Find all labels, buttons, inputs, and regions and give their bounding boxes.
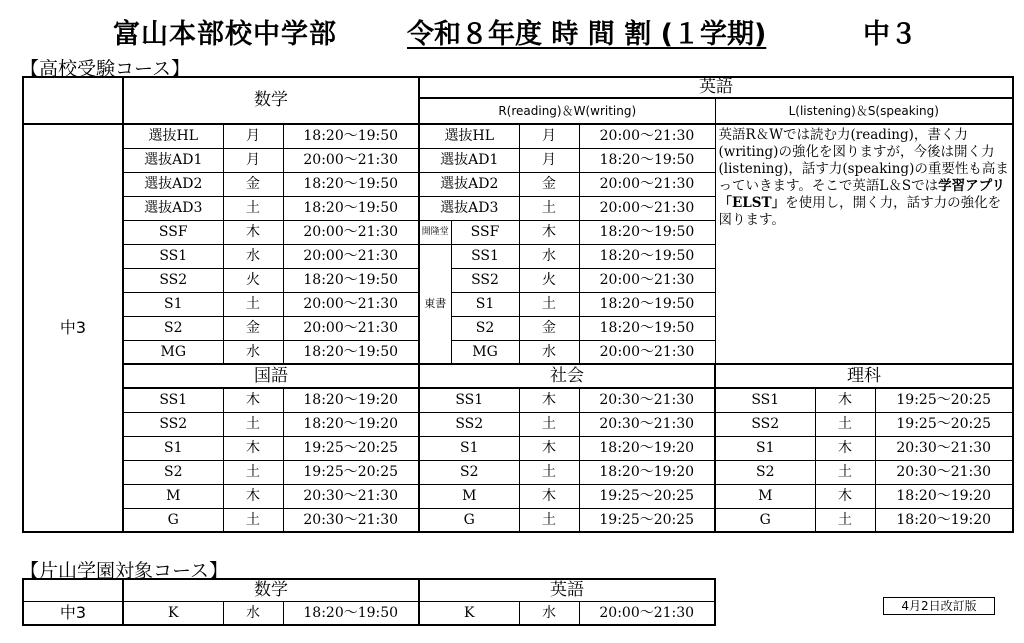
section-label-high-school: 【高校受験コース】 <box>20 58 191 80</box>
class-time: 20:00～21:30 <box>283 316 419 340</box>
class-name: S1 <box>451 292 519 316</box>
class-name: K <box>419 601 519 625</box>
class-time: 20:00～21:30 <box>283 148 419 172</box>
class-day: 土 <box>519 412 579 436</box>
class-day: 月 <box>223 148 283 172</box>
class-day: 月 <box>519 124 579 148</box>
subject-header-science: 理科 <box>715 364 1013 388</box>
class-name: S2 <box>123 460 223 484</box>
class-time: 19:25～20:25 <box>283 436 419 460</box>
corner-cell <box>23 77 123 124</box>
class-day: 木 <box>519 484 579 508</box>
class-day: 木 <box>815 388 875 412</box>
class-day: 土 <box>519 196 579 220</box>
class-time: 20:30～21:30 <box>283 508 419 532</box>
class-day: 火 <box>223 268 283 292</box>
class-time: 18:20～19:50 <box>579 148 715 172</box>
class-time: 18:20～19:20 <box>579 460 715 484</box>
subject-header-english: 英語 <box>419 579 715 601</box>
class-name: M <box>715 484 815 508</box>
class-time: 20:30～21:30 <box>283 484 419 508</box>
class-time: 20:30～21:30 <box>875 460 1013 484</box>
grade-cell: 中3 <box>23 601 123 625</box>
class-name: SSF <box>451 220 519 244</box>
class-name: S1 <box>123 436 223 460</box>
class-name: SS2 <box>419 412 519 436</box>
textbook-tag-tosho: 東書 <box>419 244 451 364</box>
class-time: 20:00～21:30 <box>283 244 419 268</box>
class-day: 金 <box>519 172 579 196</box>
table-row <box>23 508 1013 532</box>
subject-header-math: 数学 <box>123 77 419 124</box>
subject-header-english-ls: L(listening)＆S(speaking) <box>715 98 1013 124</box>
class-time: 18:20～19:50 <box>579 244 715 268</box>
class-day: 木 <box>815 436 875 460</box>
class-day: 木 <box>519 436 579 460</box>
class-name: SSF <box>123 220 223 244</box>
class-name: SS1 <box>715 388 815 412</box>
class-day: 土 <box>223 412 283 436</box>
class-name: 選抜AD3 <box>123 196 223 220</box>
textbook-tag-kairyudo: 開隆堂 <box>419 220 451 244</box>
class-time: 18:20～19:20 <box>875 484 1013 508</box>
class-day: 火 <box>519 268 579 292</box>
class-name: 選抜AD2 <box>419 172 519 196</box>
class-day: 水 <box>519 340 579 364</box>
class-day: 木 <box>223 220 283 244</box>
class-day: 木 <box>519 388 579 412</box>
section-label-katayama: 【片山学園対象コース】 <box>20 560 229 582</box>
class-day: 金 <box>223 172 283 196</box>
class-name: M <box>419 484 519 508</box>
class-day: 月 <box>519 148 579 172</box>
class-name: S1 <box>715 436 815 460</box>
class-time: 18:20～19:20 <box>283 412 419 436</box>
table-row <box>23 388 1013 412</box>
table-row <box>23 460 1013 484</box>
class-name: G <box>715 508 815 532</box>
table-row <box>23 484 1013 508</box>
class-time: 20:00～21:30 <box>579 601 715 625</box>
note-app-name: 学習アプリ「ELST」 <box>718 178 1006 211</box>
class-time: 19:25～20:25 <box>283 460 419 484</box>
subject-header-english-rw: R(reading)＆W(writing) <box>419 98 715 124</box>
class-day: 木 <box>223 484 283 508</box>
class-day: 水 <box>223 244 283 268</box>
class-name: MG <box>123 340 223 364</box>
class-name: 選抜HL <box>419 124 519 148</box>
corner-cell <box>23 579 123 601</box>
class-name: M <box>123 484 223 508</box>
class-time: 18:20～19:20 <box>579 436 715 460</box>
class-name: 選抜AD3 <box>419 196 519 220</box>
class-time: 18:20～19:50 <box>283 268 419 292</box>
class-time: 19:25～20:25 <box>579 508 715 532</box>
class-time: 18:20～19:50 <box>283 601 419 625</box>
class-day: 土 <box>223 196 283 220</box>
subject-header-english: 英語 <box>419 77 1013 98</box>
class-name: SS1 <box>123 388 223 412</box>
subject-header-social: 社会 <box>419 364 715 388</box>
term-title: 令和８年度 時 間 割 (１学期) <box>407 19 767 50</box>
table-row <box>23 412 1013 436</box>
timetable-katayama <box>22 578 716 626</box>
class-name: S2 <box>123 316 223 340</box>
class-day: 月 <box>223 124 283 148</box>
class-name: S2 <box>419 460 519 484</box>
table-row <box>23 124 1013 148</box>
class-day: 土 <box>815 460 875 484</box>
school-name: 富山本部校中学部 <box>113 19 337 50</box>
class-day: 水 <box>223 601 283 625</box>
timetable-high-school <box>22 76 1014 533</box>
class-name: S1 <box>123 292 223 316</box>
class-time: 20:00～21:30 <box>579 340 715 364</box>
class-time: 18:20～19:50 <box>283 124 419 148</box>
class-name: SS2 <box>123 412 223 436</box>
note-text: を使用し，開く力，話す力の強化を図ります。 <box>718 195 1002 228</box>
class-day: 土 <box>223 508 283 532</box>
class-time: 20:30～21:30 <box>579 412 715 436</box>
class-time: 19:25～20:25 <box>875 412 1013 436</box>
page-header <box>0 6 1024 50</box>
class-time: 18:20～19:20 <box>875 508 1013 532</box>
class-name: 選抜AD1 <box>123 148 223 172</box>
class-name: S2 <box>451 316 519 340</box>
class-day: 金 <box>519 316 579 340</box>
class-day: 水 <box>223 340 283 364</box>
class-day: 土 <box>815 508 875 532</box>
class-name: SS1 <box>451 244 519 268</box>
class-day: 木 <box>815 484 875 508</box>
class-time: 20:00～21:30 <box>579 124 715 148</box>
class-name: 選抜AD1 <box>419 148 519 172</box>
class-time: 18:20～19:20 <box>283 388 419 412</box>
class-name: SS2 <box>123 268 223 292</box>
note-text: 英語R＆Wでは読む力(reading)，書く力(writing)の強化を図りますが，今後は開く力(listening)，話す力(speaking)の重要性も高まっていきます。そこで英語L＆Sでは <box>718 127 1009 194</box>
class-name: SS2 <box>715 412 815 436</box>
table-row <box>23 436 1013 460</box>
class-name: G <box>123 508 223 532</box>
class-time: 18:20～19:50 <box>579 316 715 340</box>
class-day: 土 <box>519 460 579 484</box>
class-name: MG <box>451 340 519 364</box>
class-time: 20:00～21:30 <box>283 220 419 244</box>
class-time: 18:20～19:50 <box>283 172 419 196</box>
class-day: 土 <box>519 508 579 532</box>
class-name: 選抜HL <box>123 124 223 148</box>
class-name: G <box>419 508 519 532</box>
revision-note: 4月2日改訂版 <box>883 597 995 615</box>
class-day: 土 <box>519 292 579 316</box>
class-name: S2 <box>715 460 815 484</box>
class-time: 20:00～21:30 <box>283 292 419 316</box>
class-day: 水 <box>519 601 579 625</box>
class-time: 18:20～19:50 <box>579 292 715 316</box>
class-name: SS2 <box>451 268 519 292</box>
class-day: 土 <box>223 292 283 316</box>
subject-header-japanese: 国語 <box>123 364 419 388</box>
class-time: 18:20～19:50 <box>283 196 419 220</box>
class-name: S1 <box>419 436 519 460</box>
class-time: 20:30～21:30 <box>579 388 715 412</box>
class-name: SS1 <box>123 244 223 268</box>
class-day: 木 <box>519 220 579 244</box>
class-time: 18:20～19:50 <box>579 220 715 244</box>
class-day: 木 <box>223 388 283 412</box>
class-time: 20:00～21:30 <box>579 172 715 196</box>
class-day: 水 <box>519 244 579 268</box>
class-name: K <box>123 601 223 625</box>
class-day: 金 <box>223 316 283 340</box>
class-day: 木 <box>223 436 283 460</box>
class-time: 18:20～19:50 <box>283 340 419 364</box>
class-time: 19:25～20:25 <box>579 484 715 508</box>
class-day: 土 <box>815 412 875 436</box>
grade-title: 中３ <box>863 19 917 50</box>
english-ls-note <box>715 124 1013 364</box>
class-name: 選抜AD2 <box>123 172 223 196</box>
subject-header-math: 数学 <box>123 579 419 601</box>
class-day: 土 <box>223 460 283 484</box>
class-name: SS1 <box>419 388 519 412</box>
grade-cell: 中3 <box>23 124 123 532</box>
class-time: 20:00～21:30 <box>579 196 715 220</box>
class-time: 19:25～20:25 <box>875 388 1013 412</box>
class-time: 20:00～21:30 <box>579 268 715 292</box>
class-time: 20:30～21:30 <box>875 436 1013 460</box>
